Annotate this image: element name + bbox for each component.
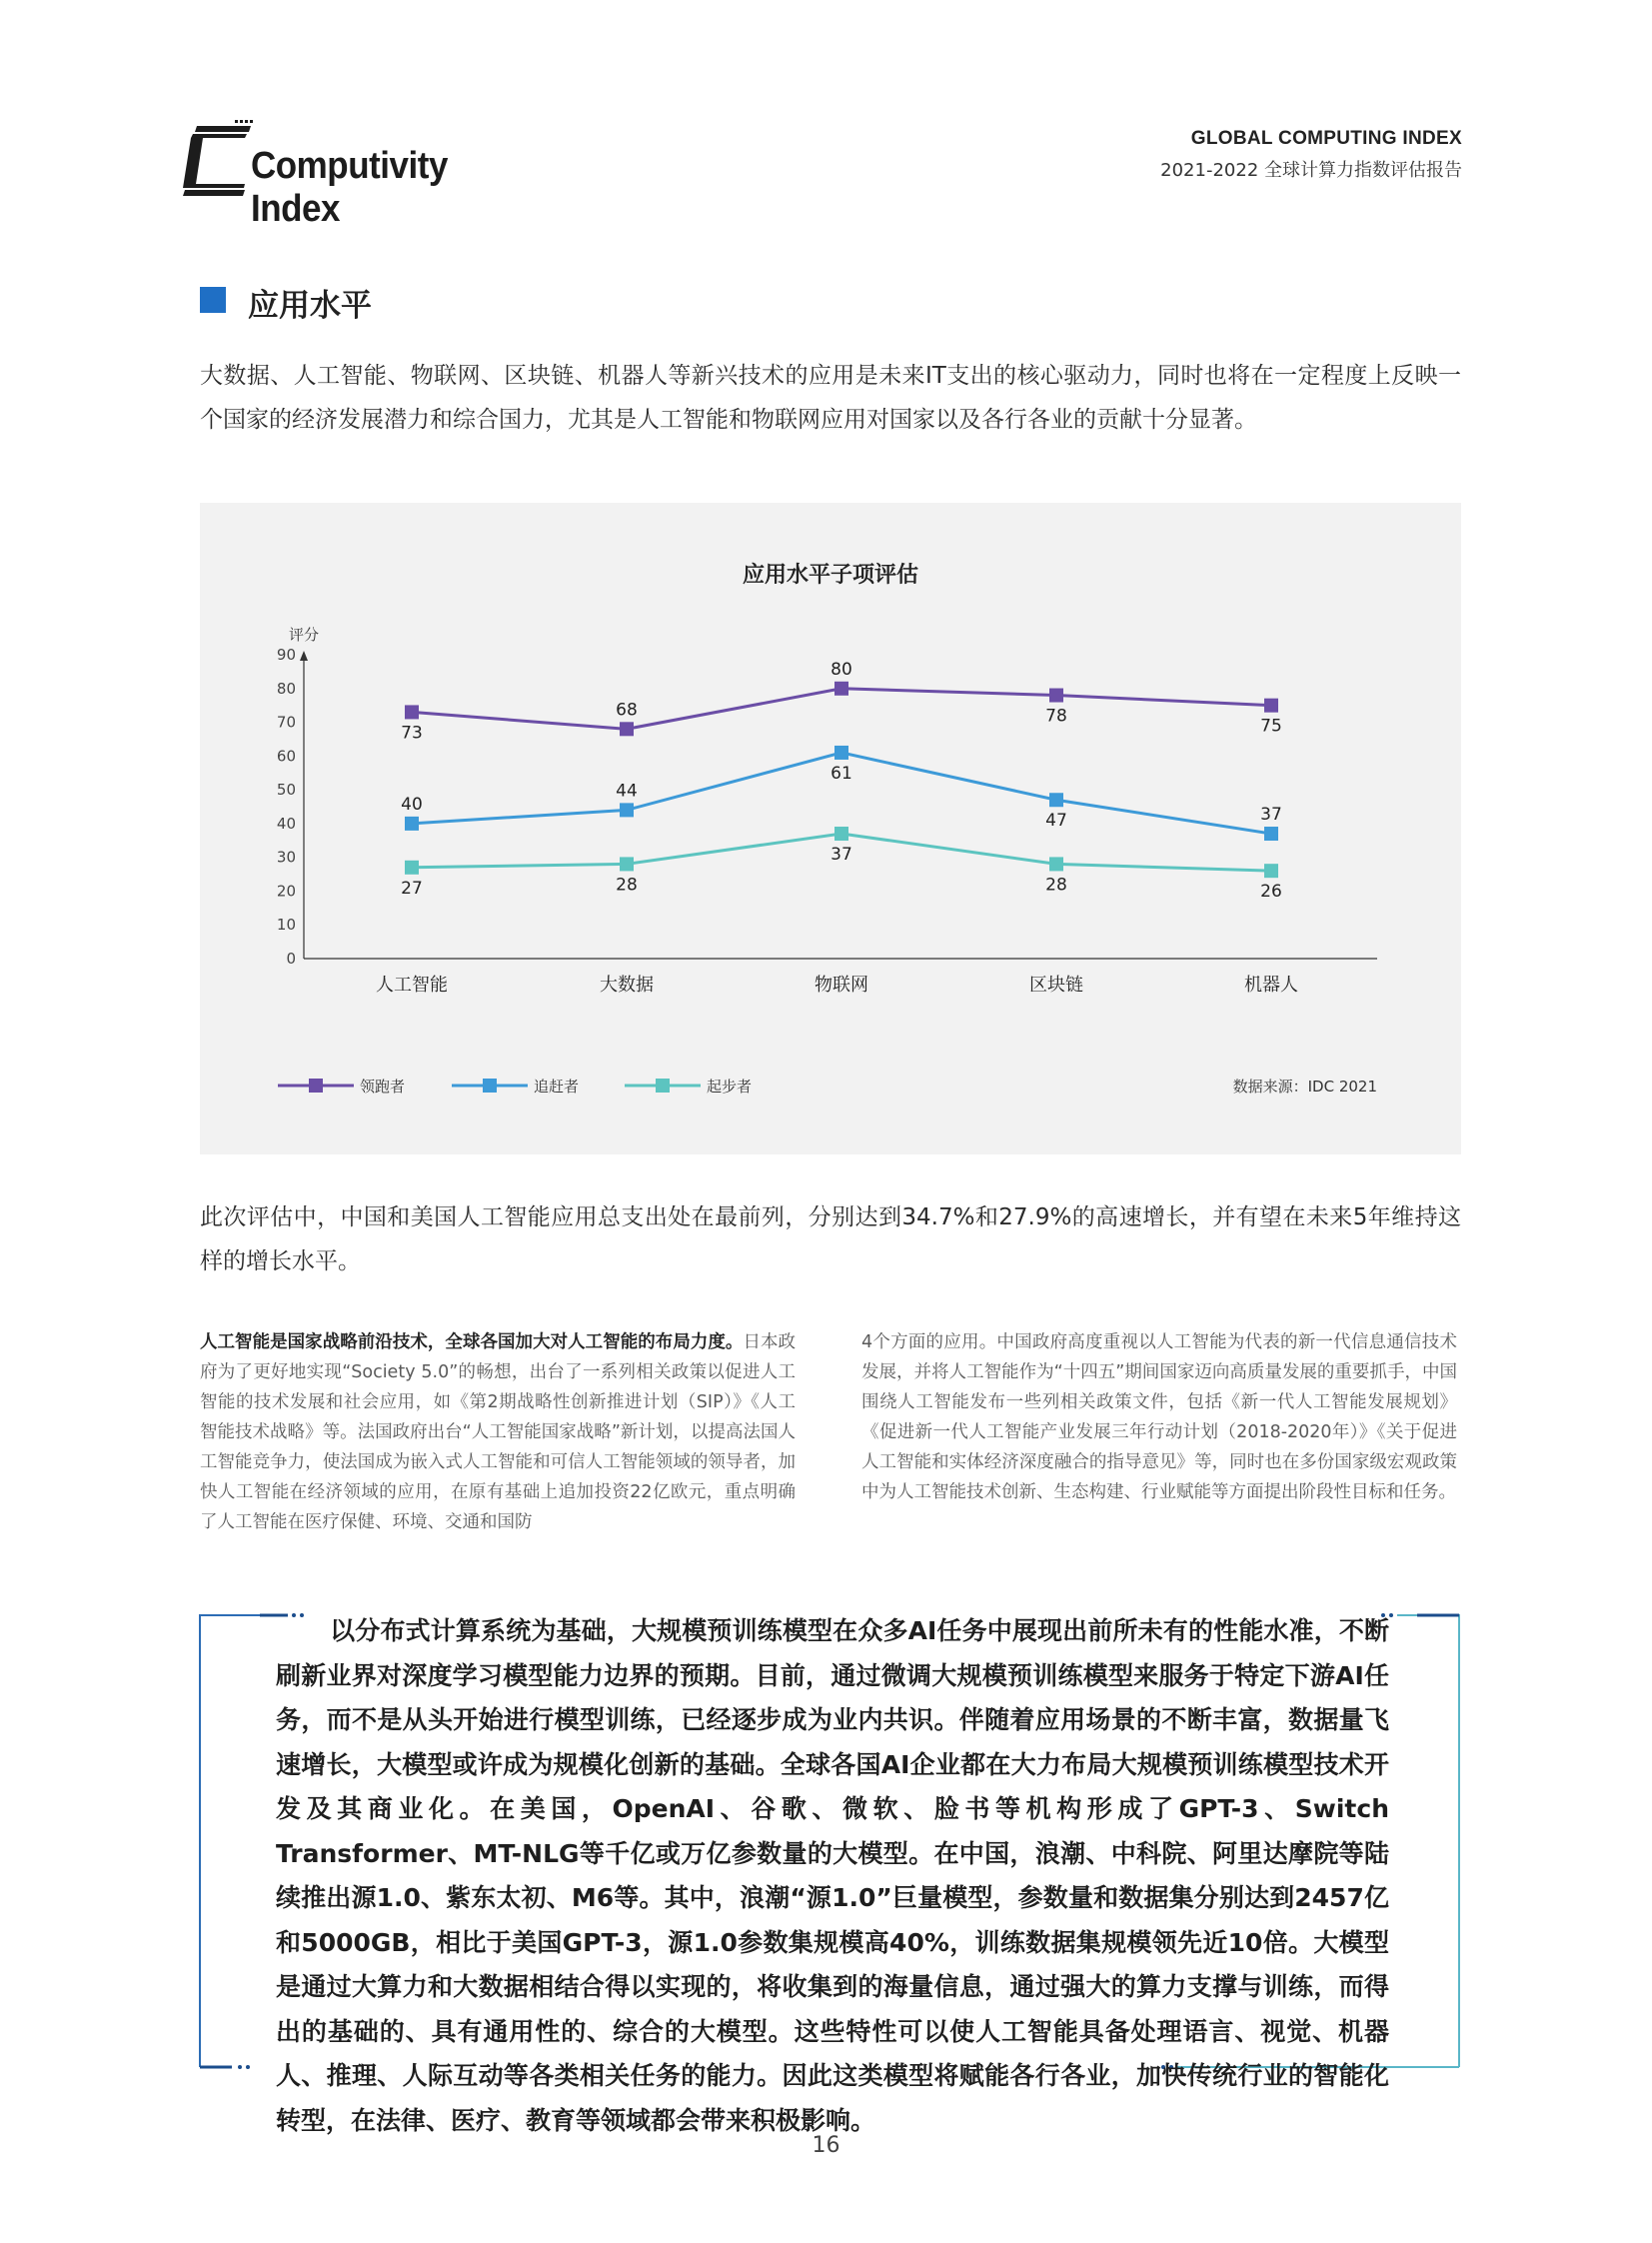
x-tick-label: 机器人 [1244,975,1298,996]
line-chart [200,503,1461,1154]
report-title-cn: 2021-2022 全球计算力指数评估报告 [1160,160,1462,181]
y-tick-label: 20 [276,882,296,901]
x-tick-label: 大数据 [600,975,654,996]
legend-label: 领跑者 [360,1078,406,1096]
section-marker [200,287,226,313]
data-label: 37 [1260,805,1282,826]
data-label: 80 [830,659,852,680]
data-label: 73 [401,723,423,744]
left-column-body: 日本政府为了更好地实现“Society 5.0”的畅想，出台了一系列相关政策以促进人工智能的技术发展和社会应用，如《第2期战略性创新推进计划（SIP）》《人工智能技术战略》等。法国政府出台“人工智能国家战略”新计划，以提高法国人工智能竞争力，使法国成为嵌入式人工智能和可信人工智能领域的领导者，加快人工智能在经济领域的应用，在原有基础上追加投资22亿欧元，重点明确了人工智能在医疗保健、环境、交通和国防 [200,1332,796,1532]
right-column-text: 4个方面的应用。中国政府高度重视以人工智能为代表的新一代信息通信技术发展，并将人工智能作为“十四五”期间国家迈向高质量发展的重要抓手，中国围绕人工智能发布一些列相关政策文件，包括《新一代人工智能发展规划》《促进新一代人工智能产业发展三年行动计划（2018-2020年）》《关于促进人工智能和实体经济深度融合的指导意见》等，同时也在多份国家级宏观政策中为人工智能技术创新、生态构建、行业赋能等方面提出阶段性目标和任务。 [861,1332,1457,1502]
data-point [1264,699,1278,713]
legend-marker [483,1079,497,1093]
data-point [834,827,848,841]
data-label: 28 [616,875,638,896]
y-tick-label: 90 [276,646,296,664]
data-label: 68 [616,700,638,721]
data-label: 47 [1045,811,1067,832]
data-label: 40 [401,794,423,815]
logo-c-icon [183,120,253,200]
chart-panel [200,503,1461,1154]
y-axis-label: 评分 [288,626,320,644]
legend-marker [656,1079,670,1093]
legend-marker [309,1079,323,1093]
data-label: 26 [1260,882,1282,903]
data-label: 75 [1260,716,1282,737]
report-title-en: GLOBAL COMPUTING INDEX [1190,128,1462,149]
data-point [1049,857,1063,871]
data-label: 28 [1045,875,1067,896]
y-tick-label: 40 [276,814,296,833]
assessment-paragraph: 此次评估中，中国和美国人工智能应用总支出处在最前列，分别达到34.7%和27.9%的高速增长，并有望在未来5年维持这样的增长水平。 [200,1204,1461,1274]
intro-paragraph: 大数据、人工智能、物联网、区块链、机器人等新兴技术的应用是未来IT支出的核心驱动力，同时也将在一定程度上反映一个国家的经济发展潜力和综合国力，尤其是人工智能和物联网应用对国家以及各行各业的贡献十分显著。 [200,363,1461,433]
data-label: 37 [830,845,852,866]
page-number: 16 [812,2133,840,2158]
y-tick-label: 50 [276,781,296,800]
chart-source: 数据来源：IDC 2021 [1232,1078,1377,1096]
callout-text [276,1609,1389,2143]
callout-body: 以分布式计算系统为基础，大规模预训练模型在众多AI任务中展现出前所未有的性能水准，不断刷新业界对深度学习模型能力边界的预期。目前，通过微调大规模预训练模型来服务于特定下游AI任务，而不是从头开始进行模型训练，已经逐步成为业内共识。伴随着应用场景的不断丰富，数据量飞速增长，大模型或许成为规模化创新的基础。全球各国AI企业都在大力布局大规模预训练模型技术开发及其商业化。在美国，OpenAI、谷歌、微软、脸书等机构形成了GPT-3、Switch Transformer、MT-NLG等千亿或万亿参数量的大模型。在中国，浪潮、中科院、阿里达摩院等陆续推出源1.0、紫东太初、M6等。其中，浪潮“源1.0”巨量模型，参数量和数据集分别达到2457亿和5000GB，相比于美国GPT-3，源1.0参数集规模高40%，训练数据集规模领先近10倍。大模型是通过大算力和大数据相结合得以实现的，将收集到的海量信息，通过强大的算力支撑与训练，而得出的基础的、具有通用性的、综合的大模型。这些特性可以使人工智能具备处理语言、视觉、机器人、推理、人际互动等各类相关任务的能力。因此这类模型将赋能各行各业，加快传统行业的智能化转型，在法律、医疗、教育等领域都会带来积极影响。 [276,1616,1389,2135]
y-tick-label: 30 [276,848,296,867]
y-tick-label: 10 [276,916,296,935]
data-point [1049,793,1063,807]
data-point [834,682,848,696]
x-tick-label: 物联网 [815,975,868,996]
data-point [834,746,848,760]
y-tick-label: 60 [276,747,296,766]
callout-box [198,1607,1461,2135]
data-point [1049,689,1063,703]
chart-title: 应用水平子项评估 [742,563,919,588]
data-point [620,722,634,736]
data-point [1264,864,1278,878]
data-point [1264,827,1278,841]
data-label: 78 [1045,706,1067,727]
y-axis-arrow [300,651,308,661]
report-header [1160,128,1462,182]
left-column-text [200,1327,796,1537]
data-point [405,705,419,719]
y-tick-label: 70 [276,713,296,732]
legend-label: 追赶者 [534,1078,580,1096]
x-tick-label: 区块链 [1029,975,1083,996]
section-title: 应用水平 [248,288,372,324]
data-label: 27 [401,878,423,899]
logo [183,112,543,230]
data-label: 44 [616,781,638,802]
left-column-lead: 人工智能是国家战略前沿技术，全球各国加大对人工智能的布局力度。 [200,1332,744,1352]
y-tick-label: 0 [286,950,296,968]
logo-text: Computivity Index [251,145,448,230]
data-point [405,861,419,875]
x-tick-label: 人工智能 [376,975,448,996]
data-point [620,803,634,817]
legend-label: 起步者 [707,1078,753,1096]
y-tick-label: 80 [276,679,296,698]
data-point [620,857,634,871]
data-point [405,817,419,831]
data-label: 61 [830,763,852,784]
